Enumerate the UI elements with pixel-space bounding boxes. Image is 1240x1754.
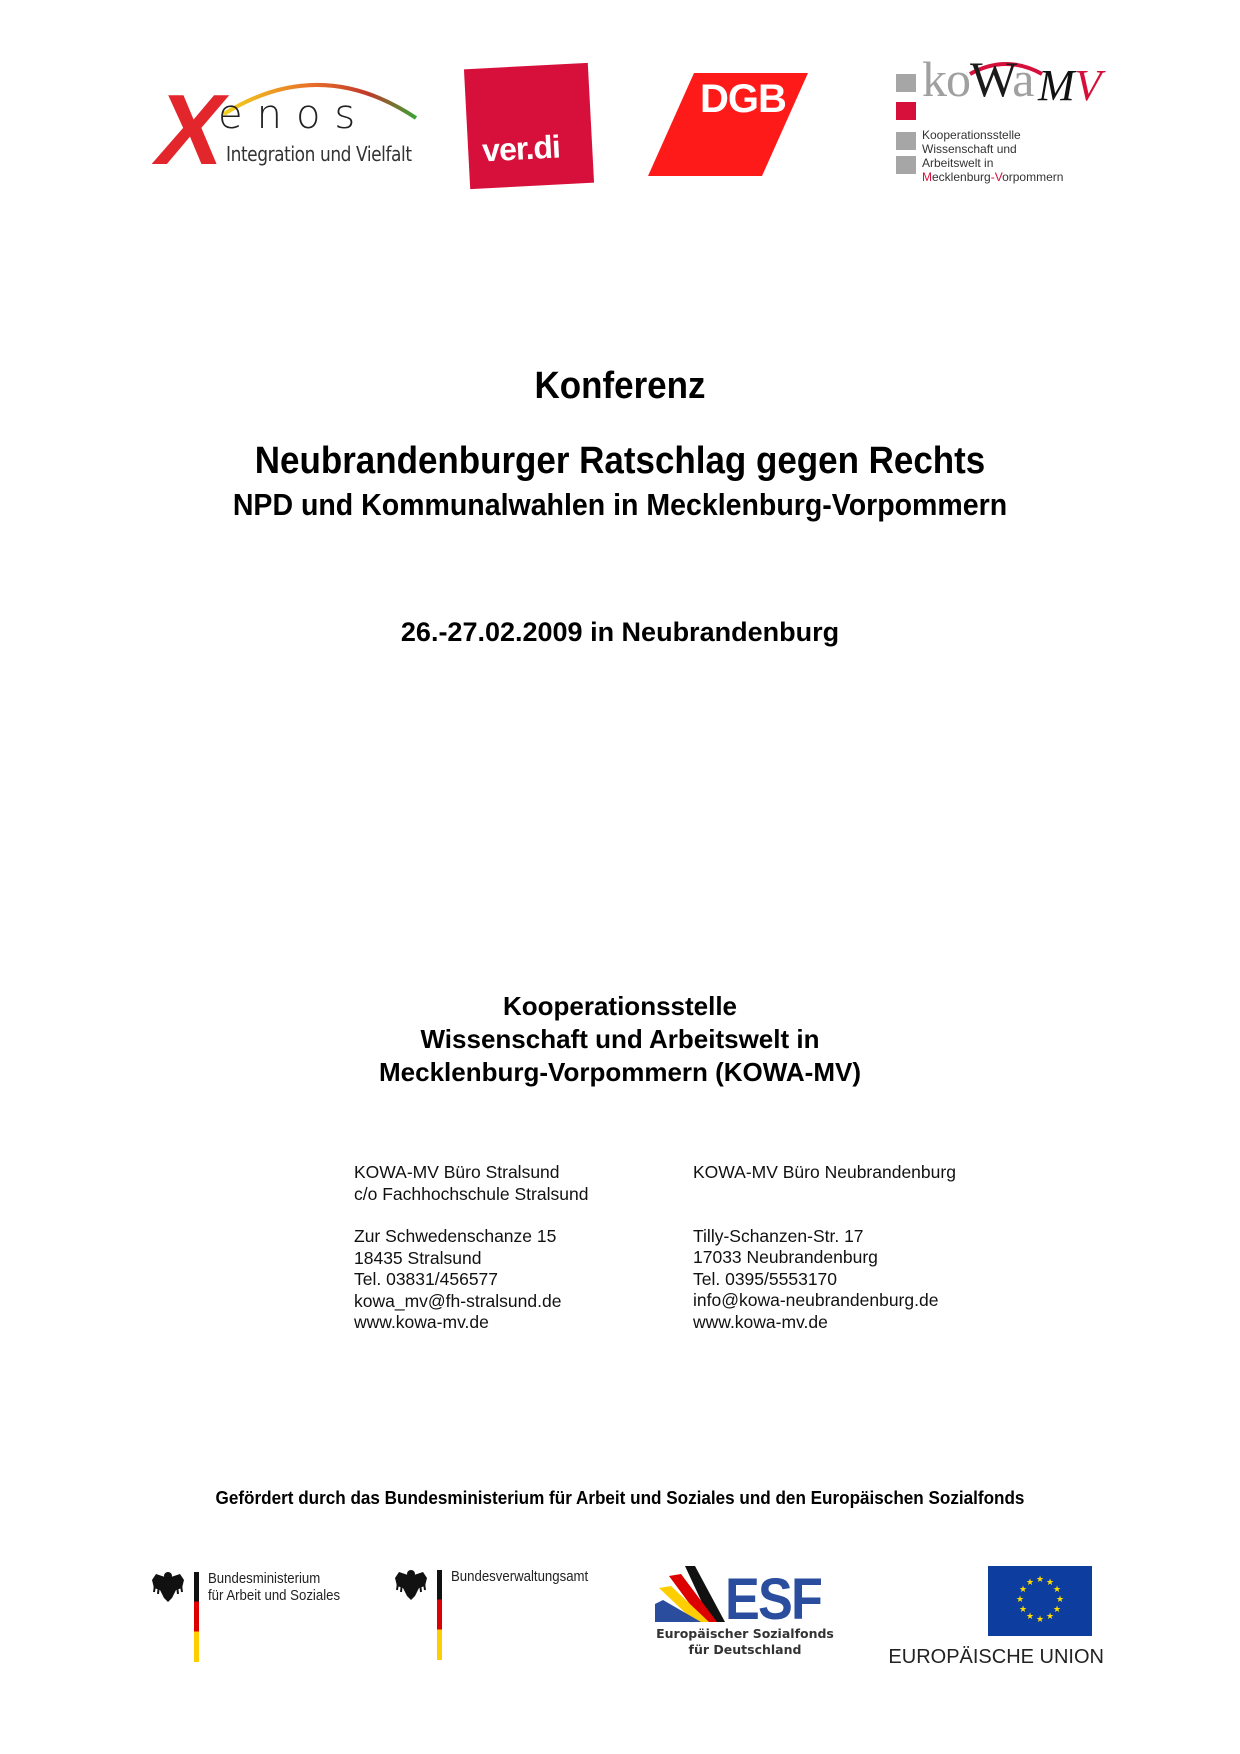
esf-logo — [655, 1566, 835, 1666]
kowa-gray-square — [896, 74, 916, 92]
bmas-label — [208, 1570, 340, 1604]
office-website[interactable]: www.kowa-mv.de — [354, 1312, 489, 1332]
dgb-label: DGB — [700, 77, 786, 121]
office-city: 18435 Stralsund — [354, 1247, 482, 1268]
federal-eagle-icon — [393, 1566, 429, 1602]
esf-fan-icon — [655, 1566, 725, 1624]
kowa-k: ko — [922, 51, 970, 107]
bmas-line: für Arbeit und Soziales — [208, 1587, 341, 1604]
kowa-mv-mark — [1038, 60, 1102, 111]
kowa-red-square — [896, 102, 916, 120]
office-street: Zur Schwedenschanze 15 — [354, 1226, 557, 1246]
eu-logo — [870, 1566, 1104, 1681]
xenos-wordmark: enos — [218, 92, 370, 138]
kowa-a: a — [1012, 51, 1034, 107]
office-stralsund — [354, 1162, 588, 1334]
office-city: 17033 Neubrandenburg — [693, 1247, 878, 1267]
svg-text:★: ★ — [1018, 1605, 1028, 1615]
federal-eagle-icon — [150, 1568, 186, 1604]
kowa-line-red: M — [922, 170, 932, 184]
eu-label: EUROPÄISCHE UNION — [888, 1646, 1104, 1668]
svg-text:★: ★ — [1035, 1575, 1045, 1585]
bmas-line: Bundesministerium — [208, 1570, 321, 1587]
office-website[interactable]: www.kowa-mv.de — [693, 1311, 828, 1332]
organizer-line: Kooperationsstelle — [502, 991, 738, 1021]
kowa-line-red: -V — [990, 170, 1003, 184]
kowa-gray-square — [896, 132, 916, 150]
kowa-line: Arbeitswelt in — [922, 156, 994, 170]
svg-text:★: ★ — [1052, 1605, 1062, 1615]
funding-statement: Gefördert durch das Bundesministerium für Arbeit und Soziales und den Europäischen Sozialfonds — [215, 1488, 1025, 1508]
bmas-logo — [150, 1568, 360, 1678]
verdi-logo — [464, 63, 594, 189]
kowa-line: Kooperationsstelle — [922, 128, 1021, 142]
organizer-line: Wissenschaft und Arbeitswelt in — [420, 1024, 820, 1054]
svg-text:★: ★ — [1015, 1595, 1025, 1605]
kowa-gray-square — [896, 156, 916, 174]
kowa-subtitle — [922, 128, 1063, 184]
xenos-x-mark: X — [146, 74, 233, 186]
kowa-mv-logo — [896, 51, 1116, 186]
verdi-label: ver.di — [481, 128, 561, 169]
xenos-logo — [146, 70, 412, 186]
conference-kicker: Konferenz — [534, 365, 706, 407]
office-email[interactable]: kowa_mv@fh-stralsund.de — [354, 1290, 562, 1311]
office-email[interactable]: info@kowa-neubrandenburg.de — [693, 1290, 939, 1310]
dgb-logo — [648, 73, 808, 176]
office-care-of: c/o Fachhochschule Stralsund — [354, 1183, 589, 1204]
svg-text:★: ★ — [1045, 1578, 1055, 1588]
kowa-m: M — [1038, 61, 1075, 110]
eu-flag-icon — [988, 1566, 1092, 1636]
svg-text:★: ★ — [1055, 1595, 1065, 1605]
office-neubrandenburg — [693, 1162, 956, 1333]
conference-title: Neubrandenburger Ratschlag gegen Rechts — [254, 440, 986, 482]
office-phone: Tel. 03831/456577 — [354, 1269, 499, 1289]
xenos-tagline: Integration und Vielfalt — [226, 142, 412, 166]
kowa-line — [922, 170, 1063, 184]
bva-logo — [393, 1566, 623, 1676]
office-phone: Tel. 0395/5553170 — [693, 1268, 838, 1289]
kowa-w: W — [970, 51, 1013, 107]
esf-line: Europäischer Sozialfonds — [656, 1626, 834, 1641]
kowa-line-text: ecklenburg — [932, 170, 991, 184]
svg-text:★: ★ — [1045, 1612, 1055, 1622]
svg-text:★: ★ — [1018, 1585, 1028, 1595]
date-location: 26.-27.02.2009 in Neubrandenburg — [400, 617, 840, 647]
esf-wordmark: ESF — [725, 1567, 822, 1632]
organizer-line: Mecklenburg-Vorpommern (KOWA-MV) — [379, 1057, 861, 1087]
conference-subtitle: NPD und Kommunalwahlen in Mecklenburg-Vorpommern — [232, 487, 1008, 522]
svg-text:★: ★ — [1025, 1612, 1035, 1622]
eu-stars-icon — [988, 1566, 1092, 1636]
kowa-wordmark — [922, 50, 1033, 108]
office-name: KOWA-MV Büro Neubrandenburg — [693, 1162, 956, 1182]
kowa-line-text: orpommern — [1002, 170, 1064, 184]
svg-text:★: ★ — [1052, 1585, 1062, 1595]
esf-line: für Deutschland — [688, 1642, 802, 1657]
svg-text:★: ★ — [1025, 1578, 1035, 1588]
kowa-line: Wissenschaft und — [922, 142, 1017, 156]
esf-subtitle — [655, 1626, 835, 1658]
kowa-v: V — [1074, 61, 1102, 110]
bva-label: Bundesverwaltungsamt — [451, 1568, 589, 1585]
office-name: KOWA-MV Büro Stralsund — [354, 1162, 560, 1182]
svg-text:★: ★ — [1035, 1615, 1045, 1625]
organizer-block — [0, 990, 1240, 1089]
german-flag-bar — [437, 1570, 442, 1660]
office-street: Tilly-Schanzen-Str. 17 — [693, 1225, 864, 1246]
german-flag-bar — [194, 1572, 199, 1662]
